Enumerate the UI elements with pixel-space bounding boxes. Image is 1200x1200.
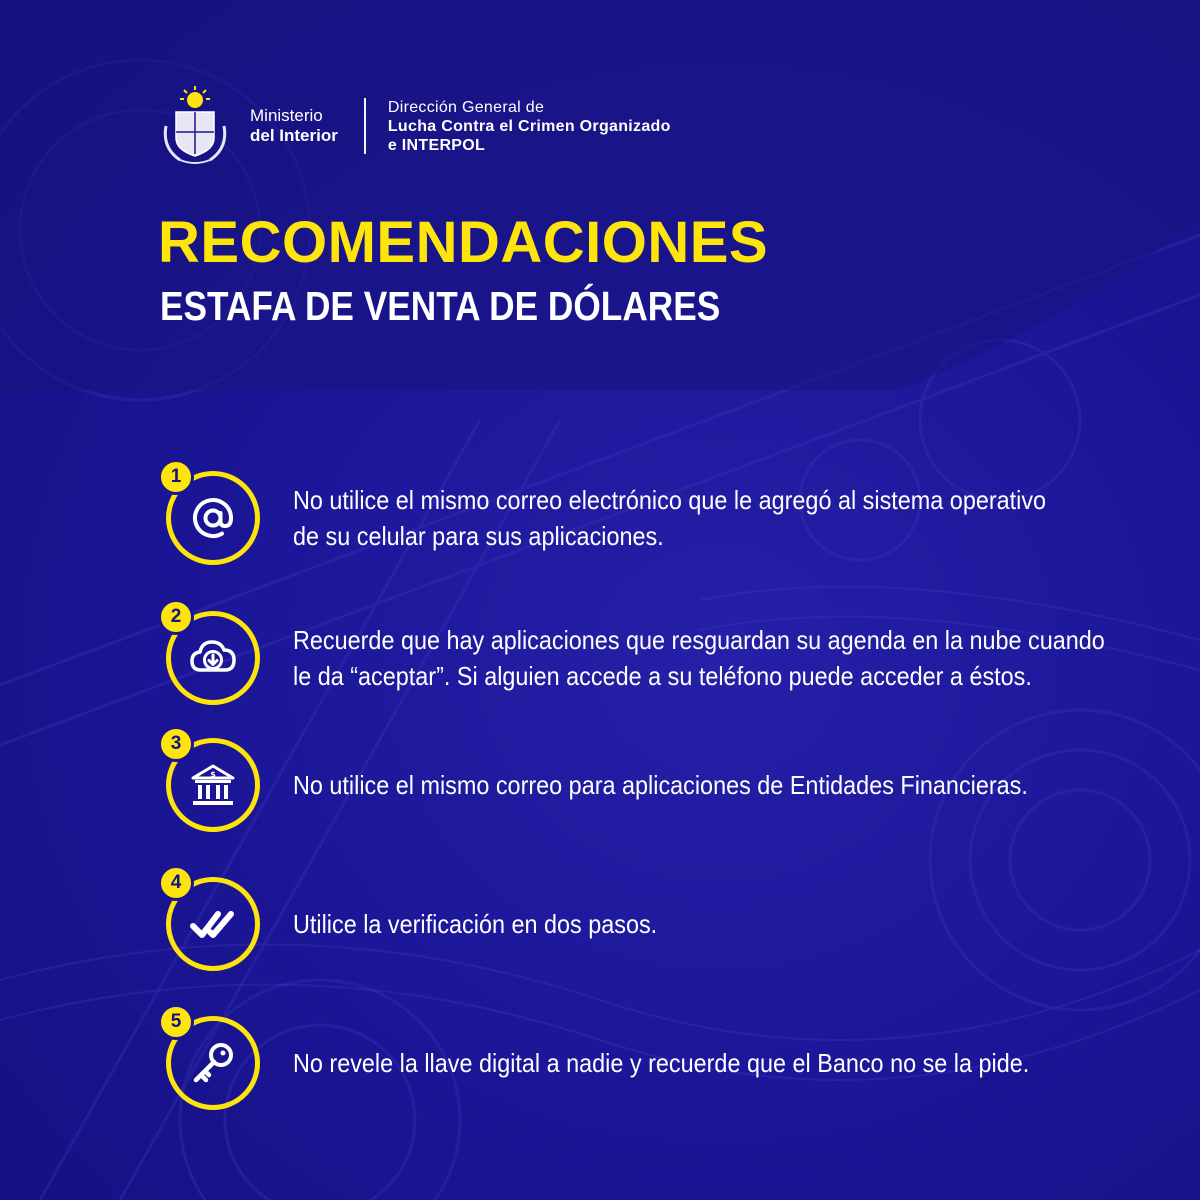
recommendation-item-2 xyxy=(160,603,1170,713)
recommendation-item-3 xyxy=(160,730,1170,840)
item-number: 2 xyxy=(158,599,194,635)
ministry-name xyxy=(250,106,338,146)
item-text-line-1: No revele la llave digital a nadie y recuerde que el Banco no se la pide. xyxy=(293,1048,1030,1078)
bank-icon xyxy=(187,759,239,811)
direction-line-2: Lucha Contra el Crimen Organizado xyxy=(387,117,671,135)
at-sign-icon xyxy=(187,492,239,544)
item-number: 1 xyxy=(158,459,194,495)
item-icon-badge xyxy=(160,463,270,573)
item-text-line-1: No utilice el mismo correo electrónico que le agregó al sistema operativo xyxy=(293,485,1047,515)
direction-line-1: Dirección General de xyxy=(387,98,545,116)
item-text-line-1: Utilice la verificación en dos pasos. xyxy=(293,909,658,939)
direction-line-3: e INTERPOL xyxy=(387,136,486,154)
svg-text:$: $ xyxy=(210,770,216,779)
item-text xyxy=(293,482,1153,554)
page-subtitle: ESTAFA DE VENTA DE DÓLARES xyxy=(160,283,721,329)
item-number: 3 xyxy=(158,726,194,762)
item-text xyxy=(293,906,1153,942)
ministry-line-1: Ministerio xyxy=(250,106,323,125)
uruguay-coat-of-arms-icon xyxy=(160,86,230,166)
item-text xyxy=(293,622,1153,694)
item-text-line-1: No utilice el mismo correo para aplicaciones de Entidades Financieras. xyxy=(293,770,1028,800)
item-icon-badge xyxy=(160,1008,270,1118)
recommendation-item-5 xyxy=(160,1008,1170,1118)
direction-name xyxy=(388,98,671,155)
cloud-download-icon xyxy=(187,632,239,684)
item-text-line-2: de su celular para sus aplicaciones. xyxy=(293,521,664,551)
item-icon-badge xyxy=(160,603,270,713)
header-band xyxy=(0,0,1200,400)
item-icon-badge xyxy=(160,730,270,840)
item-text-line-1: Recuerde que hay aplicaciones que resguardan su agenda en la nube cuando xyxy=(293,625,1105,655)
item-icon-badge xyxy=(160,869,270,979)
double-check-icon xyxy=(187,898,239,950)
recommendation-item-1 xyxy=(160,463,1170,573)
header-logos xyxy=(160,86,671,166)
header-divider xyxy=(364,98,366,154)
recommendation-item-4 xyxy=(160,869,1170,979)
item-text xyxy=(293,1045,1153,1081)
ministry-line-2: del Interior xyxy=(250,126,338,145)
item-text xyxy=(293,767,1153,803)
page-title: RECOMENDACIONES xyxy=(158,210,769,275)
item-number: 4 xyxy=(158,865,194,901)
item-number: 5 xyxy=(158,1004,194,1040)
item-text-line-2: le da “aceptar”. Si alguien accede a su teléfono puede acceder a éstos. xyxy=(293,661,1032,691)
key-icon xyxy=(187,1037,239,1089)
